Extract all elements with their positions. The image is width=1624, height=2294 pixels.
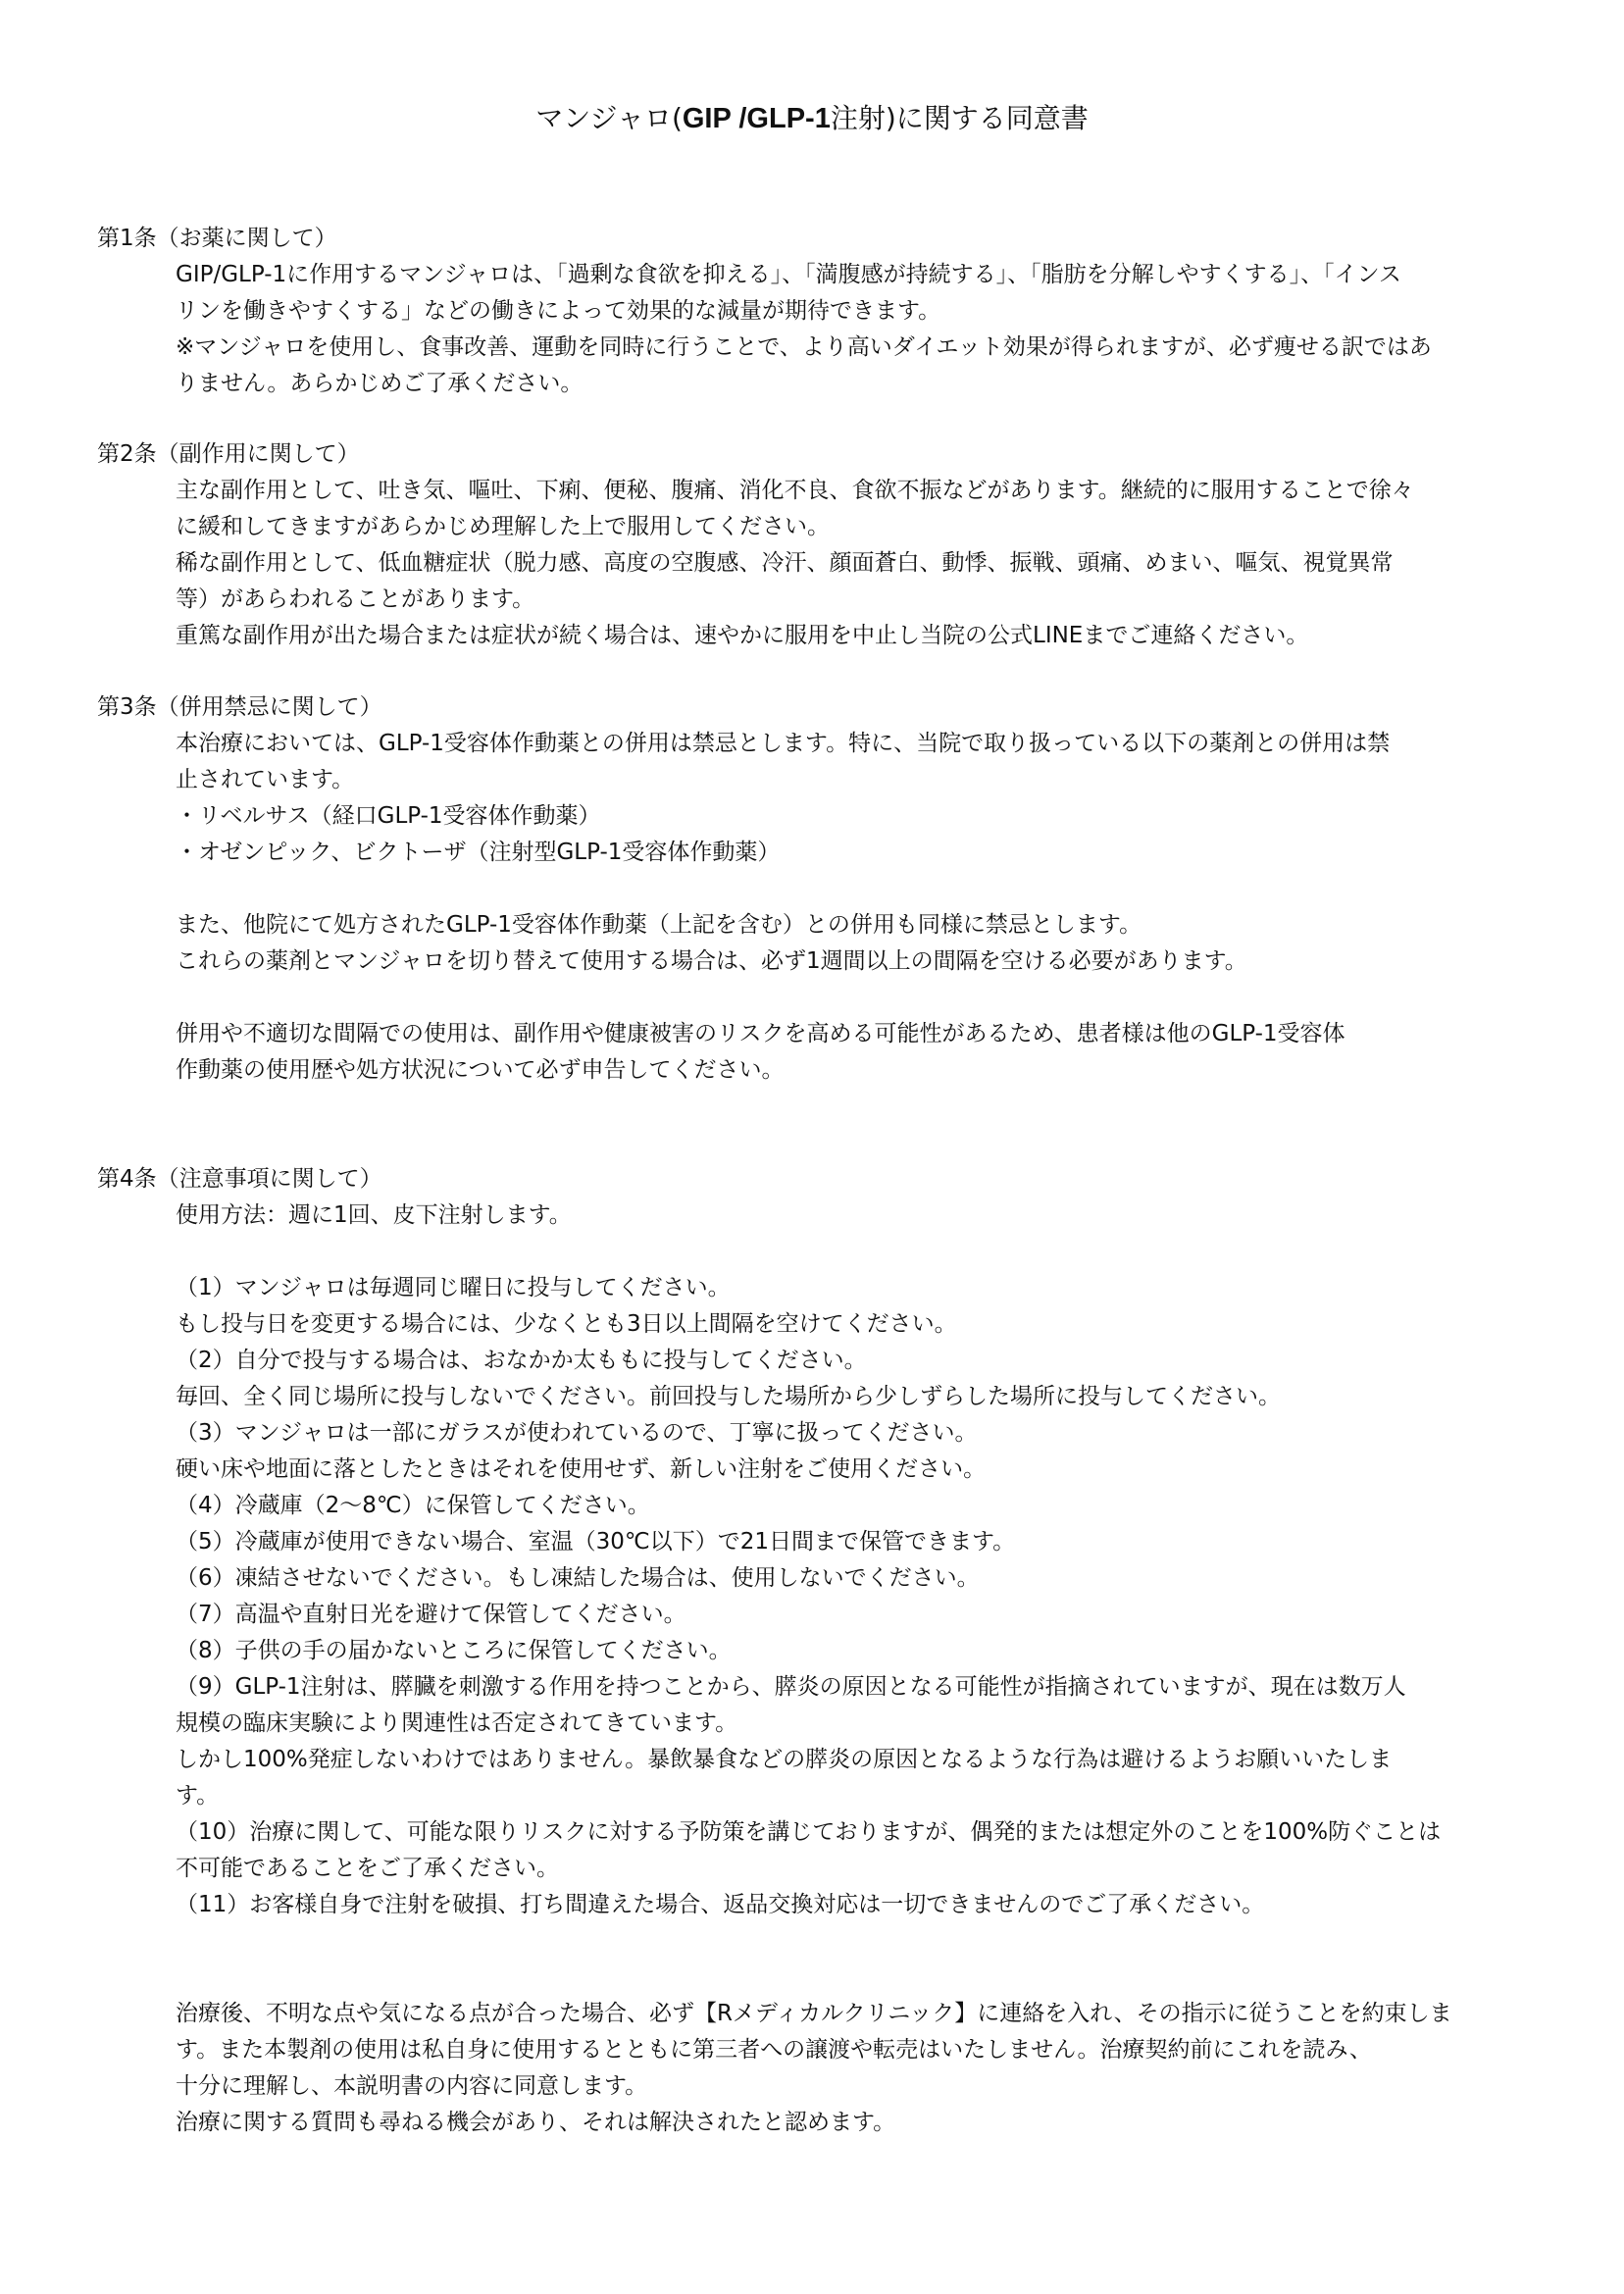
closing-line: 治療後、不明な点や気になる点が合った場合、必ず【Rメディカルクリニック】に連絡を入れ、その指示に従うことを約束しま xyxy=(176,2001,1452,2026)
section-4-line: （3）マンジャロは一部にガラスが使われているので、丁寧に扱ってください。 xyxy=(176,1420,978,1446)
section-3-line: これらの薬剤とマンジャロを切り替えて使用する場合は、必ず1週間以上の間隔を空ける必要があります。 xyxy=(176,948,1247,974)
section-4-line: もし投与日を変更する場合には、少なくとも3日以上間隔を空けてください。 xyxy=(176,1311,957,1337)
title-pre: マンジャロ( xyxy=(535,102,683,134)
section-4-line: （4）冷蔵庫（2～8℃）に保管してください。 xyxy=(176,1493,650,1518)
section-4-heading: 第4条（注意事項に関して） xyxy=(97,1166,382,1192)
section-3-line: 作動薬の使用歴や処方状況について必ず申告してください。 xyxy=(176,1057,785,1083)
section-1-line: ※マンジャロを使用し、食事改善、運動を同時に行うことで、より高いダイエット効果が得られますが、必ず痩せる訳ではあ xyxy=(176,334,1432,360)
section-4-line: （9）GLP-1注射は、膵臓を刺激する作用を持つことから、膵炎の原因となる可能性が指摘されていますが、現在は数万人 xyxy=(176,1674,1406,1700)
section-3-body xyxy=(176,726,1544,1089)
section-4-line: （5）冷蔵庫が使用できない場合、室温（30℃以下）で21日間まで保管できます。 xyxy=(176,1529,1016,1555)
section-2-line: 稀な副作用として、低血糖症状（脱力感、高度の空腹感、冷汗、顔面蒼白、動悸、振戦、頭痛、めまい、嘔気、視覚異常 xyxy=(176,550,1394,576)
section-3-line: 本治療においては、GLP-1受容体作動薬との併用は禁忌とします。特に、当院で取り扱っている以下の薬剤との併用は禁 xyxy=(176,731,1391,756)
section-4-line: 硬い床や地面に落としたときはそれを使用せず、新しい注射をご使用ください。 xyxy=(176,1456,987,1482)
closing-statement xyxy=(176,1996,1544,2141)
section-4-line: （2）自分で投与する場合は、おなかか太ももに投与してください。 xyxy=(176,1348,867,1373)
section-4-line: （6）凍結させないでください。もし凍結した場合は、使用しないでください。 xyxy=(176,1565,980,1591)
section-1-line: りません。あらかじめご了承ください。 xyxy=(176,371,584,396)
title-bold: GIP /GLP-1 xyxy=(682,103,831,134)
section-4-line: す。 xyxy=(176,1783,220,1809)
section-2-line: に緩和してきますがあらかじめ理解した上で服用してください。 xyxy=(176,514,830,539)
section-4-line: 不可能であることをご了承ください。 xyxy=(176,1856,559,1881)
closing-line: 十分に理解し、本説明書の内容に同意します。 xyxy=(176,2073,648,2099)
section-4-body xyxy=(176,1198,1544,1923)
section-4-line: （10）治療に関して、可能な限りリスクに対する予防策を講じておりますが、偶発的または想定外のことを100%防ぐことは xyxy=(176,1819,1442,1845)
section-4-line: 使用方法：週に1回、皮下注射します。 xyxy=(176,1202,572,1228)
section-3-line: また、他院にて処方されたGLP-1受容体作動薬（上記を含む）との併用も同様に禁忌とします。 xyxy=(176,912,1142,938)
section-2-line: 等）があらわれることがあります。 xyxy=(176,586,535,612)
section-4-line: （1）マンジャロは毎週同じ曜日に投与してください。 xyxy=(176,1275,731,1300)
section-4-line: しかし100%発症しないわけではありません。暴飲暴食などの膵炎の原因となるような行為は避けるようお願いいたしま xyxy=(176,1747,1393,1772)
section-3-line: 併用や不適切な間隔での使用は、副作用や健康被害のリスクを高める可能性があるため、患者様は他のGLP-1受容体 xyxy=(176,1021,1345,1046)
section-1-heading: 第1条（お薬に関して） xyxy=(97,226,337,251)
section-3-line: ・オゼンピック、ビクトーザ（注射型GLP-1受容体作動薬） xyxy=(176,840,781,865)
section-2-line: 主な副作用として、吐き気、嘔吐、下痢、便秘、腹痛、消化不良、食欲不振などがあります。継続的に服用することで徐々 xyxy=(176,478,1414,503)
section-4-line: 毎回、全く同じ場所に投与しないでください。前回投与した場所から少しずらした場所に投与してください。 xyxy=(176,1384,1281,1409)
section-4-line: （8）子供の手の届かないところに保管してください。 xyxy=(176,1638,732,1663)
section-2-line: 重篤な副作用が出た場合または症状が続く場合は、速やかに服用を中止し当院の公式LINEまでご連絡ください。 xyxy=(176,623,1309,648)
section-1-line: GIP/GLP-1に作用するマンジャロは、「過剰な食欲を抑える」、「満腹感が持続する」、「脂肪を分解しやすくする」、「インス xyxy=(176,262,1401,287)
title-mid: 注射) xyxy=(830,102,896,134)
section-1-body xyxy=(176,257,1544,402)
section-2-body xyxy=(176,473,1544,654)
section-4-line: 規模の臨床実験により関連性は否定されてきています。 xyxy=(176,1710,738,1736)
section-3-line xyxy=(176,980,1544,1016)
title-post: に関する同意書 xyxy=(895,102,1089,134)
section-3-heading: 第3条（併用禁忌に関して） xyxy=(97,694,382,720)
section-4-line: （7）高温や直射日光を避けて保管してください。 xyxy=(176,1602,686,1627)
closing-line: す。また本製剤の使用は私自身に使用するとともに第三者への譲渡や転売はいたしません。治療契約前にこれを読み、 xyxy=(176,2037,1372,2063)
document-title xyxy=(0,97,1624,140)
closing-line: 治療に関する質問も尋ねる機会があり、それは解決されたと認めます。 xyxy=(176,2110,896,2135)
section-3-line: ・リベルサス（経口GLP-1受容体作動薬） xyxy=(176,803,601,829)
section-4-line: （11）お客様自身で注射を破損、打ち間違えた場合、返品交換対応は一切できませんのでご了承ください。 xyxy=(176,1892,1265,1917)
section-1-line: リンを働きやすくする」などの働きによって効果的な減量が期待できます。 xyxy=(176,298,941,324)
section-3-line xyxy=(176,871,1544,907)
section-2-heading: 第2条（副作用に関して） xyxy=(97,441,360,467)
section-3-line: 止されています。 xyxy=(176,767,355,792)
section-4-line xyxy=(176,1234,1544,1270)
